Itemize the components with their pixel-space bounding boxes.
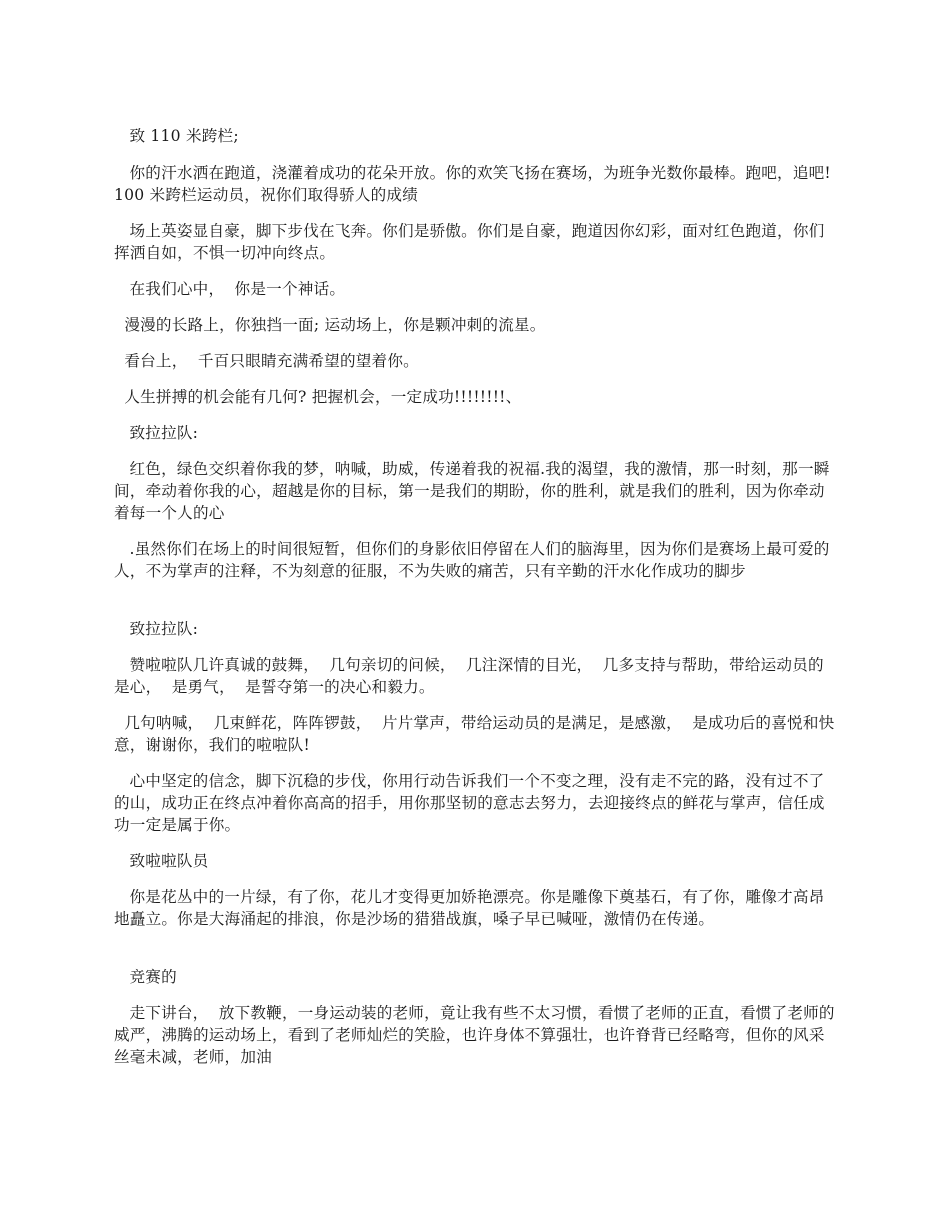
paragraph: 漫漫的长路上，你独挡一面; 运动场上，你是颗冲刺的流星。 xyxy=(114,316,546,334)
paragraph: 心中坚定的信念，脚下沉稳的步伐，你用行动告诉我们一个不变之理，没有走不完的路，没有过不了的山，成功正在终点冲着你高高的招手，用你那坚韧的意志去努力，去迎接终点的鲜花与掌声，信任成功一定是属于你。 xyxy=(114,772,825,834)
paragraph: 场上英姿显自豪，脚下步伐在飞奔。你们是骄傲。你们是自豪，跑道因你幻彩，面对红色跑道，你们挥洒自如，不惧一切冲向终点。 xyxy=(114,222,825,262)
paragraph: 走下讲台， 放下教鞭，一身运动装的老师，竟让我有些不太习惯，看惯了老师的正直，看惯了老师的威严，沸腾的运动场上，看到了老师灿烂的笑脸，也许身体不算强壮，也许脊背已经略弯，但你的风采丝毫未减，老师，加油 xyxy=(114,1004,835,1066)
heading-cheerleaders: 致拉拉队: xyxy=(114,424,199,442)
paragraph: 人生拼搏的机会能有几何? 把握机会，一定成功!!!!!!!!、 xyxy=(114,388,522,406)
paragraph: 红色，绿色交织着你我的梦，呐喊，助威，传递着我的祝福.我的渴望，我的激情，那一时刻，那一瞬间，牵动着你我的心，超越是你的目标，第一是我们的期盼，你的胜利，就是我们的胜利，因为你牵动着每一个人的心 xyxy=(114,460,830,522)
heading-110m-hurdles: 致 110 米跨栏; xyxy=(114,127,239,145)
heading-cheerleaders-2: 致拉拉队: xyxy=(114,620,199,638)
heading-cheerleader-members: 致啦啦队员 xyxy=(114,852,209,870)
heading-competition: 竞赛的 xyxy=(114,968,177,986)
paragraph: 你是花丛中的一片绿，有了你，花儿才变得更加娇艳漂亮。你是雕像下奠基石，有了你，雕像才高昂地矗立。你是大海涌起的排浪，你是沙场的猎猎战旗，嗓子早已喊哑，激情仍在传递。 xyxy=(114,888,825,928)
paragraph: 赞啦啦队几许真诚的鼓舞， 几句亲切的问候， 几注深情的目光， 几多支持与帮助，带给运动员的是心， 是勇气， 是誓夺第一的决心和毅力。 xyxy=(114,656,824,696)
paragraph: 几句呐喊， 几束鲜花，阵阵锣鼓， 片片掌声，带给运动员的是满足，是感激， 是成功后的喜悦和快意，谢谢你，我们的啦啦队! xyxy=(114,714,835,754)
paragraph: 在我们心中， 你是一个神话。 xyxy=(114,280,346,298)
paragraph: 看台上， 千百只眼睛充满希望的望着你。 xyxy=(114,352,419,370)
paragraph: .虽然你们在场上的时间很短暂，但你们的身影依旧停留在人们的脑海里，因为你们是赛场上最可爱的人，不为掌声的注释，不为刻意的征服，不为失败的痛苦，只有辛勤的汗水化作成功的脚步 xyxy=(114,540,830,580)
paragraph: 你的汗水洒在跑道，浇灌着成功的花朵开放。你的欢笑飞扬在赛场，为班争光数你最棒。跑吧，追吧!100 米跨栏运动员，祝你们取得骄人的成绩 xyxy=(114,164,831,204)
